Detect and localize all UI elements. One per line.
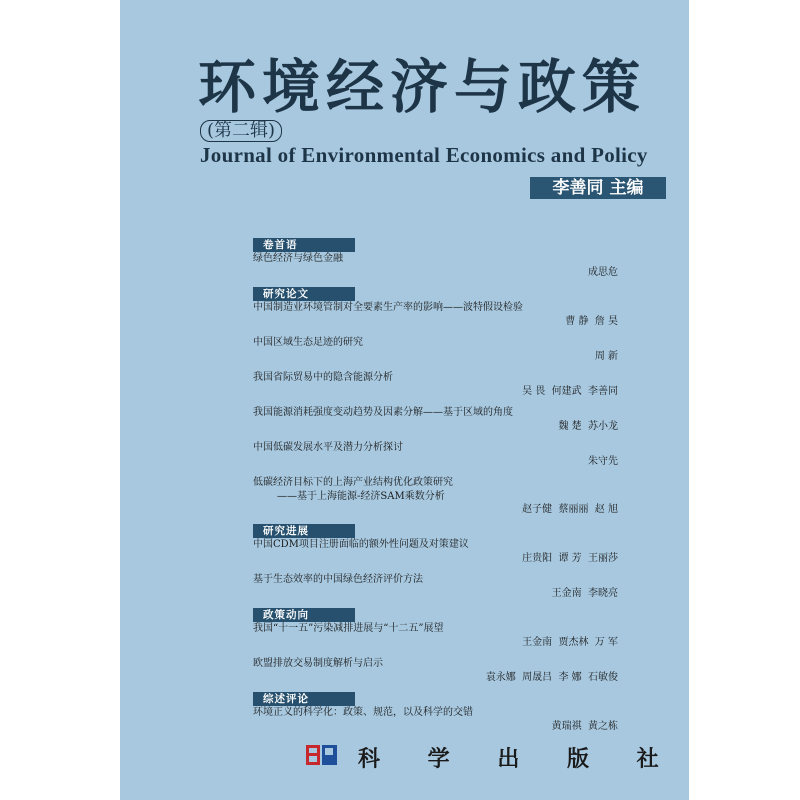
toc-entry-authors: 王金南 李晓亮: [551, 588, 618, 599]
table-of-contents: [253, 238, 673, 741]
toc-entry: [253, 441, 673, 469]
toc-entry: [253, 476, 673, 517]
toc-entry-title: 中国区域生态足迹的研究: [253, 337, 363, 348]
toc-entry-title: 绿色经济与绿色金融: [253, 253, 343, 264]
toc-section-heading: 政策动向: [253, 608, 355, 622]
toc-entry-title: 中国制造业环境管制对全要素生产率的影响——波特假设检验: [253, 302, 523, 313]
toc-entry: [253, 573, 673, 601]
publisher-name: 科 学 出 版 社: [358, 746, 679, 772]
toc-entry: [253, 538, 673, 566]
toc-entry: [253, 252, 673, 280]
toc-entry-authors: 庄贵阳 谭 芳 王丽莎: [522, 553, 618, 564]
book-cover: [120, 0, 689, 800]
toc-entry-authors: 朱守先: [588, 456, 618, 467]
toc-entry-title: 我国省际贸易中的隐含能源分析: [253, 372, 393, 383]
toc-entry: [253, 406, 673, 434]
toc-entry: [253, 301, 673, 329]
edition-label: (第二辑): [200, 120, 282, 142]
toc-entry-authors: 吴 畏 何建武 李善同: [522, 386, 618, 397]
toc-entry-authors: 袁永娜 周晟吕 李 娜 石敏俊: [485, 672, 618, 683]
toc-entry-authors: 赵子健 蔡丽丽 赵 旭: [522, 504, 618, 515]
toc-section-heading: 综述评论: [253, 692, 355, 706]
toc-entry-title: 基于生态效率的中国绿色经济评价方法: [253, 574, 423, 585]
toc-entry-authors: 成思危: [588, 267, 618, 278]
toc-section-heading: 研究论文: [253, 287, 355, 301]
toc-entry-authors: 王金南 贾杰林 万 军: [522, 637, 618, 648]
toc-entry: [253, 371, 673, 399]
toc-entry: [253, 622, 673, 650]
toc-entry: [253, 336, 673, 364]
toc-section-heading: 卷首语: [253, 238, 355, 252]
toc-entry-authors: 曹 静 詹 昊: [565, 316, 618, 327]
toc-entry-subtitle: ——基于上海能源-经济SAM乘数分析: [277, 491, 445, 502]
toc-entry-authors: 黄瑞祺 黄之栋: [551, 721, 618, 732]
book-title: 环境经济与政策: [198, 53, 647, 121]
toc-entry-title: 欧盟排放交易制度解析与启示: [253, 658, 383, 669]
toc-entry-title: 我国能源消耗强度变动趋势及因素分解——基于区域的角度: [253, 407, 513, 418]
toc-entry-title: 中国CDM项目注册面临的额外性问题及对策建议: [253, 539, 469, 550]
toc-entry-title: 中国低碳发展水平及潜力分析探讨: [253, 442, 403, 453]
toc-entry: [253, 706, 673, 734]
english-title: Journal of Environmental Economics and Policy: [200, 143, 648, 167]
toc-entry-title: 低碳经济目标下的上海产业结构优化政策研究: [253, 477, 453, 488]
toc-entry-title: 环境正义的科学化：政策、规范，以及科学的交错: [253, 707, 473, 718]
publisher-logo-icon: [304, 741, 340, 769]
toc-entry: [253, 657, 673, 685]
toc-entry-authors: 魏 楚 苏小龙: [558, 421, 618, 432]
toc-entry-authors: 周 新: [594, 351, 618, 362]
toc-entry-title: 我国“十一五”污染减排进展与“十二五”展望: [253, 623, 444, 634]
editor-badge: 李善同 主编: [530, 177, 666, 199]
toc-section-heading: 研究进展: [253, 524, 355, 538]
